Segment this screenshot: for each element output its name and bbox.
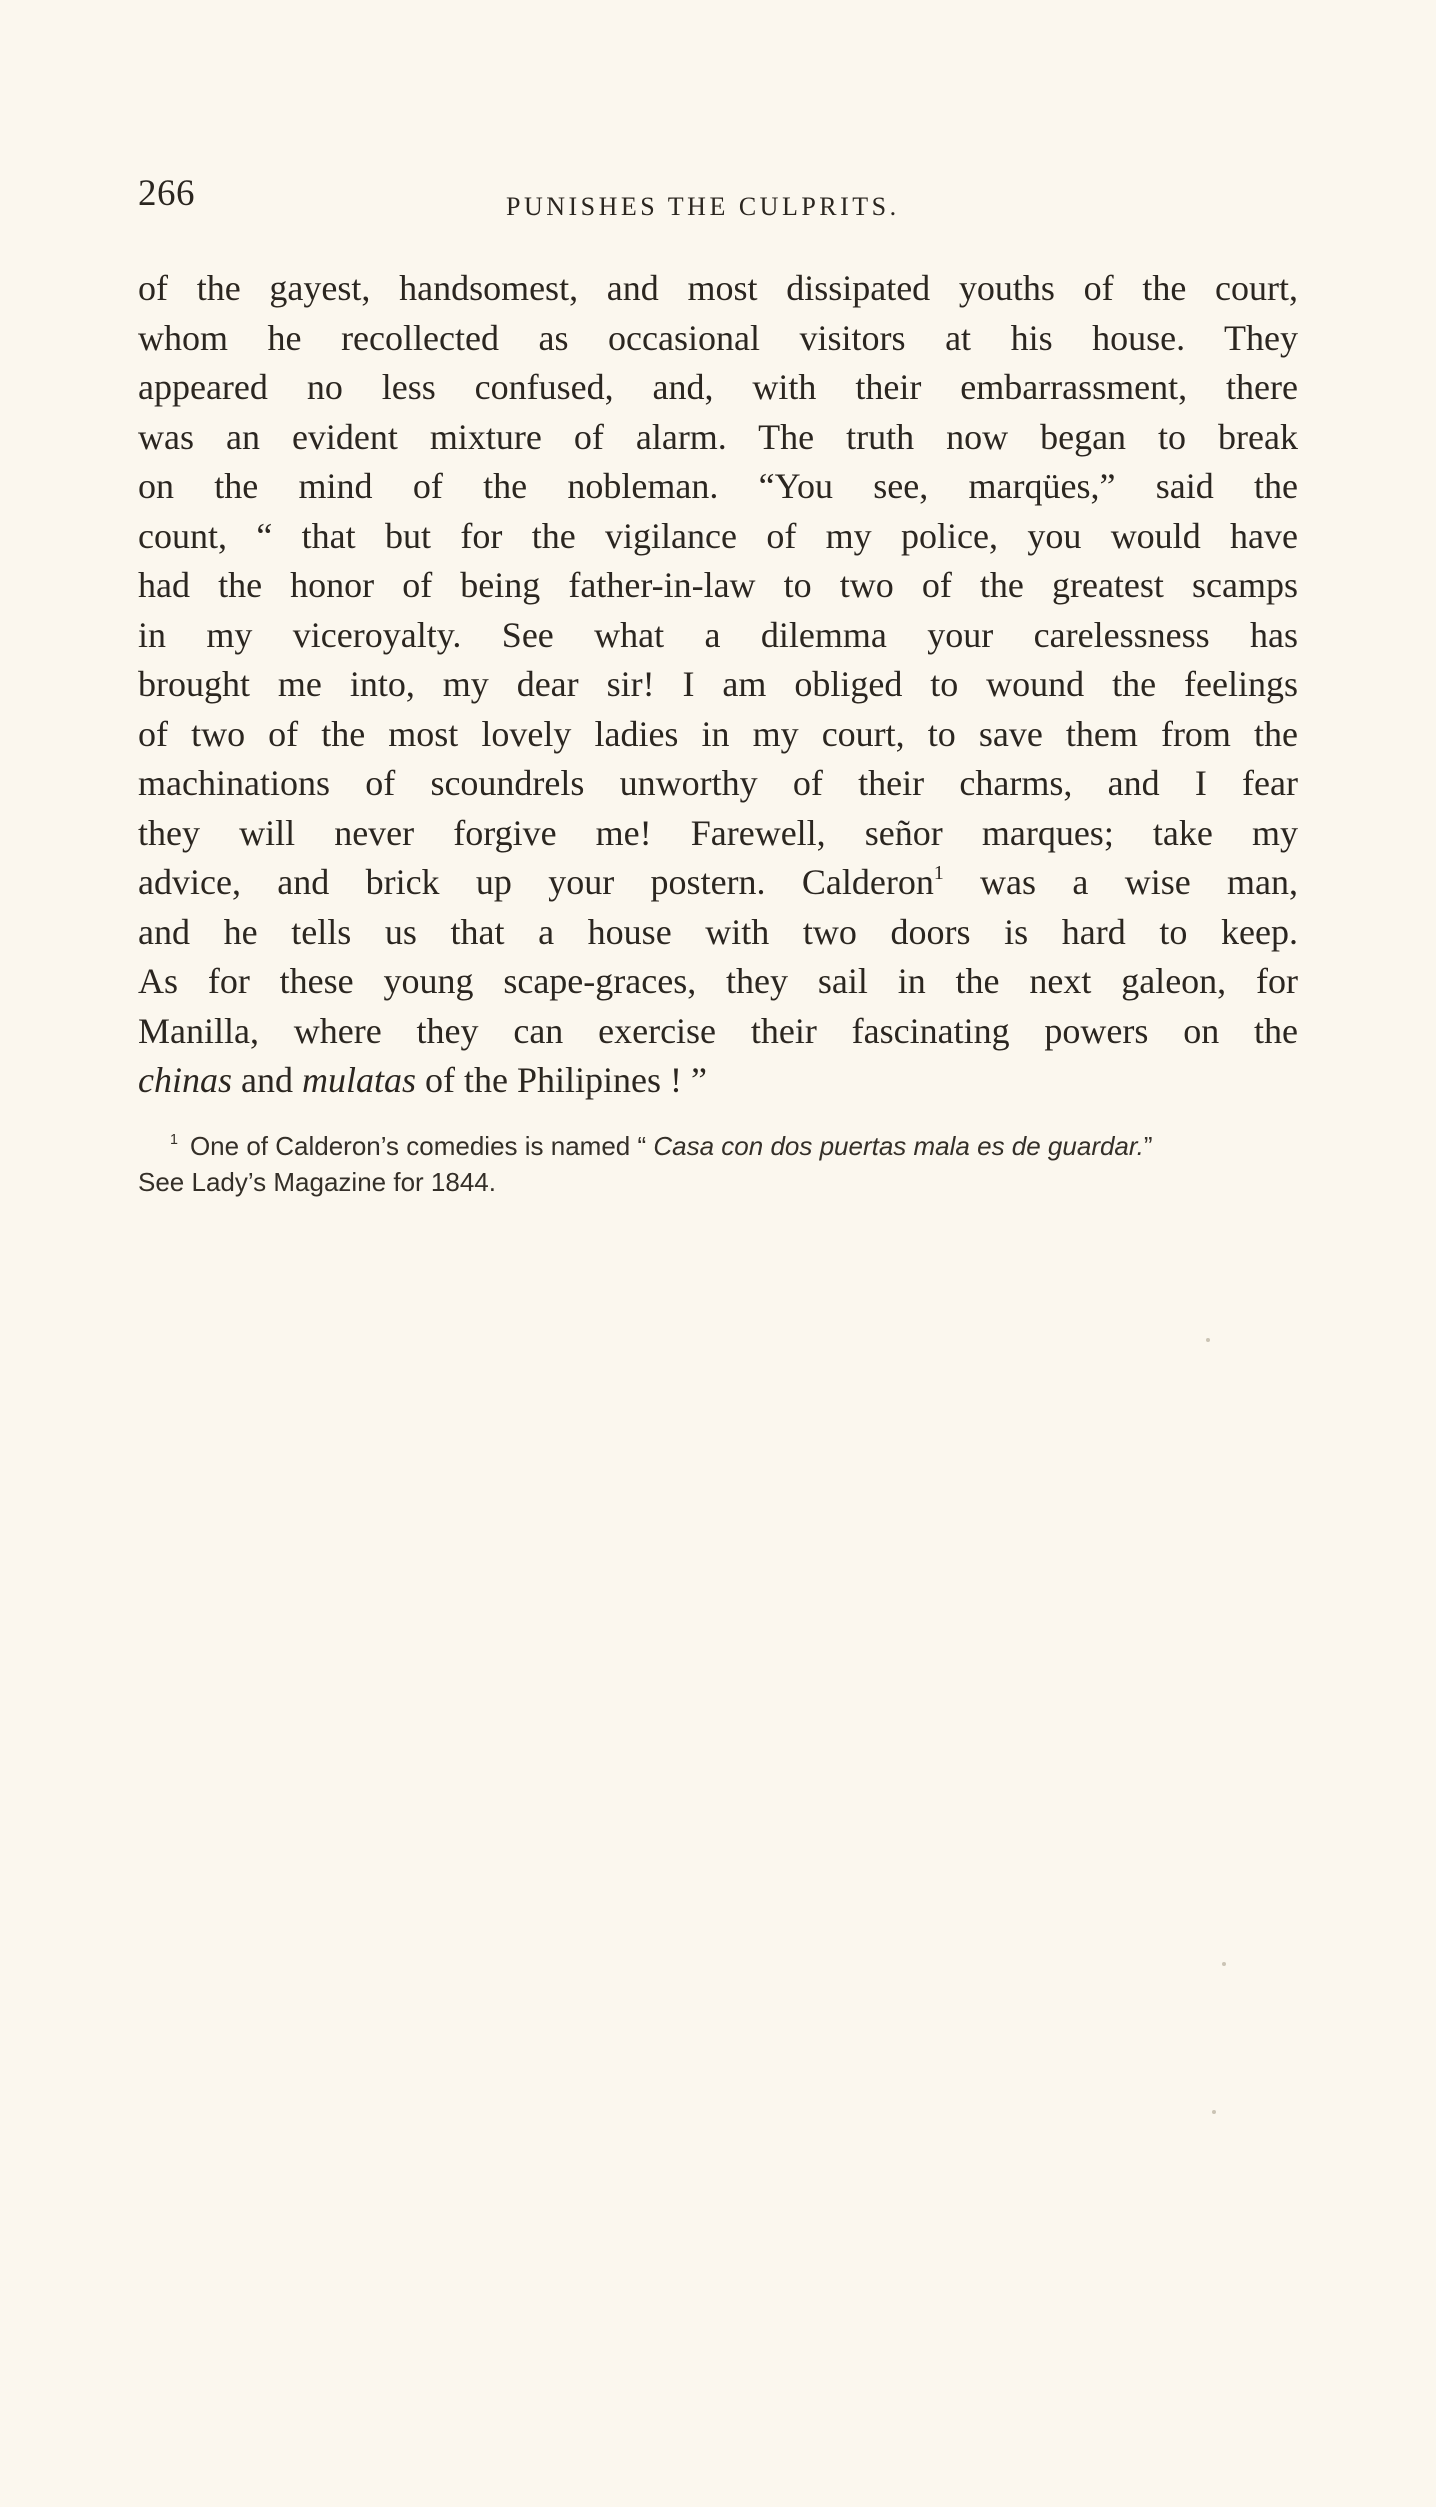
footnote-reference: 1 xyxy=(933,862,944,885)
paper-speck xyxy=(1206,1338,1210,1342)
footnote-title: Casa con dos puertas mala es de guardar. xyxy=(653,1131,1144,1161)
text-line: Manilla, where they can exercise their fascinating powers on the xyxy=(138,1010,1298,1051)
text-line: As for these young scape-graces, they sail in the next galeon, for xyxy=(138,961,1298,1001)
text-fragment: and xyxy=(232,1060,302,1100)
text-line: had the honor of being father-in-law to two of the greatest scamps xyxy=(138,565,1298,605)
footnote-marker: 1 xyxy=(170,1132,178,1149)
text-line: whom he recollected as occasional visitors at his house. They xyxy=(138,317,1298,358)
paper-speck xyxy=(1212,2110,1216,2114)
text-line: they will never forgive me! Farewell, señor marques; take my xyxy=(138,812,1298,853)
footnote-line: See Lady’s Magazine for 1844. xyxy=(138,1167,496,1197)
footnote-text: ” xyxy=(1143,1131,1153,1161)
footnote-line xyxy=(138,1128,1298,1164)
text-line: count, “ that but for the vigilance of my police, you would have xyxy=(138,515,1298,556)
text-fragment: of the Philipines ! ” xyxy=(416,1060,707,1100)
text-line: of the gayest, handsomest, and most dissipated youths of the court, xyxy=(138,268,1298,308)
footnote-text: One of Calderon’s comedies is named “ xyxy=(189,1131,654,1161)
running-head: PUNISHES THE CULPRITS. xyxy=(506,192,900,221)
italic-word: mulatas xyxy=(301,1060,416,1100)
text-fragment: advice, and brick up your postern. Calderon xyxy=(138,862,934,902)
text-fragment: was a wise man, xyxy=(943,862,1298,902)
text-line: brought me into, my dear sir! I am obliged to wound the feelings xyxy=(138,664,1298,704)
body-text xyxy=(138,264,1298,1106)
page-header xyxy=(138,172,1318,232)
text-line: machinations of scoundrels unworthy of their charms, and I fear xyxy=(138,763,1298,803)
text-line: and he tells us that a house with two doors is hard to keep. xyxy=(138,911,1298,952)
italic-word: chinas xyxy=(138,1060,232,1100)
text-line: appeared no less confused, and, with their embarrassment, there xyxy=(138,367,1298,407)
text-line-last xyxy=(138,1056,1298,1106)
text-line: in my viceroyalty. See what a dilemma your carelessness has xyxy=(138,614,1298,655)
text-line: was an evident mixture of alarm. The truth now began to break xyxy=(138,416,1298,457)
text-line-with-footnote-ref xyxy=(138,858,1298,908)
footnote xyxy=(138,1128,1298,1200)
text-line: of two of the most lovely ladies in my court, to save them from the xyxy=(138,713,1298,754)
page-number: 266 xyxy=(138,173,195,214)
text-line: on the mind of the nobleman. “You see, marqües,” said the xyxy=(138,466,1298,506)
paper-speck xyxy=(1222,1962,1226,1966)
